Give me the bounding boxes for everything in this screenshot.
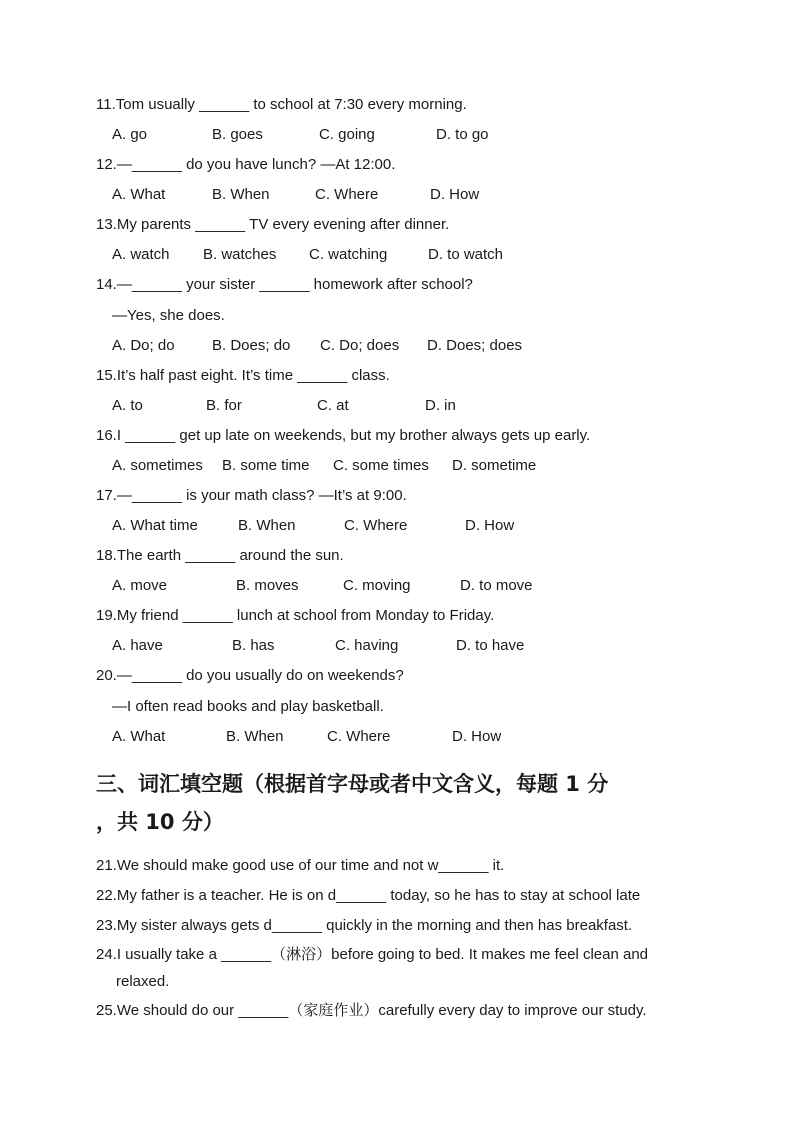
q15-option-a: A. to — [112, 397, 143, 414]
question-24-continuation: relaxed. — [116, 973, 170, 990]
q17-option-a: A. What time — [112, 517, 198, 534]
question-20-stem: 20.—______ do you usually do on weekends? — [96, 667, 404, 684]
q20-option-a: A. What — [112, 728, 166, 745]
q11-option-a: A. go — [112, 126, 148, 143]
question-14-stem: 14.—______ your sister ______ homework after school? — [96, 276, 473, 293]
question-13-stem: 13.My parents ______ TV every evening after dinner. — [96, 216, 450, 233]
q13-option-b: B. watches — [203, 246, 277, 263]
section-heading-line-1: 三、词汇填空题（根据首字母或者中文含义，每题 1 分 — [96, 772, 609, 796]
question-21: 21.We should make good use of our time and not w______ it. — [96, 857, 505, 874]
q17-option-c: C. Where — [344, 517, 408, 534]
q13-option-c: C. watching — [309, 246, 388, 263]
question-22: 22.My father is a teacher. He is on d______ today, so he has to stay at school late — [96, 887, 641, 904]
q18-option-d: D. to move — [460, 577, 533, 594]
question-15-stem: 15.It’s half past eight. It’s time ______ class. — [96, 367, 390, 384]
question-25: 25.We should do our ______（家庭作业）carefully every day to improve our study. — [96, 1002, 647, 1019]
question-19-stem: 19.My friend ______ lunch at school from Monday to Friday. — [96, 607, 495, 624]
q12-option-b: B. When — [212, 186, 270, 203]
q16-option-d: D. sometime — [452, 457, 537, 474]
question-11-stem: 11.Tom usually ______ to school at 7:30 every morning. — [96, 96, 467, 113]
question-20-answer-line: —I often read books and play basketball. — [112, 698, 384, 715]
question-18-stem: 18.The earth ______ around the sun. — [96, 547, 344, 564]
q18-option-b: B. moves — [236, 577, 299, 594]
q16-option-a: A. sometimes — [112, 457, 203, 474]
q15-option-d: D. in — [425, 397, 456, 414]
q16-option-b: B. some time — [222, 457, 310, 474]
question-14-answer-line: —Yes, she does. — [112, 307, 225, 324]
q18-option-c: C. moving — [343, 577, 411, 594]
q14-option-b: B. Does; do — [212, 337, 291, 354]
section-heading-line-2: ，共 10 分） — [96, 810, 224, 834]
q15-option-c: C. at — [317, 397, 349, 414]
q18-option-a: A. move — [112, 577, 168, 594]
q11-option-c: C. going — [319, 126, 375, 143]
q13-option-d: D. to watch — [428, 246, 504, 263]
question-16-stem: 16.I ______ get up late on weekends, but my brother always gets up early. — [96, 427, 591, 444]
q19-option-b: B. has — [232, 637, 275, 654]
q19-option-c: C. having — [335, 637, 399, 654]
q12-option-c: C. Where — [315, 186, 379, 203]
q11-option-b: B. goes — [212, 126, 263, 143]
question-24: 24.I usually take a ______（淋浴）before going to bed. It makes me feel clean and — [96, 946, 648, 963]
question-17-stem: 17.—______ is your math class? —It’s at 9:00. — [96, 487, 407, 504]
q16-option-c: C. some times — [333, 457, 429, 474]
question-12-stem: 12.—______ do you have lunch? —At 12:00. — [96, 156, 396, 173]
q14-option-d: D. Does; does — [427, 337, 523, 354]
question-23: 23.My sister always gets d______ quickly in the morning and then has breakfast. — [96, 917, 633, 934]
q19-option-a: A. have — [112, 637, 163, 654]
q17-option-b: B. When — [238, 517, 296, 534]
q12-option-a: A. What — [112, 186, 166, 203]
q17-option-d: D. How — [465, 517, 515, 534]
q13-option-a: A. watch — [112, 246, 170, 263]
q12-option-d: D. How — [430, 186, 480, 203]
q14-option-a: A. Do; do — [112, 337, 175, 354]
q20-option-d: D. How — [452, 728, 502, 745]
q15-option-b: B. for — [206, 397, 242, 414]
q11-option-d: D. to go — [436, 126, 489, 143]
q20-option-c: C. Where — [327, 728, 391, 745]
q20-option-b: B. When — [226, 728, 284, 745]
q19-option-d: D. to have — [456, 637, 525, 654]
q14-option-c: C. Do; does — [320, 337, 400, 354]
